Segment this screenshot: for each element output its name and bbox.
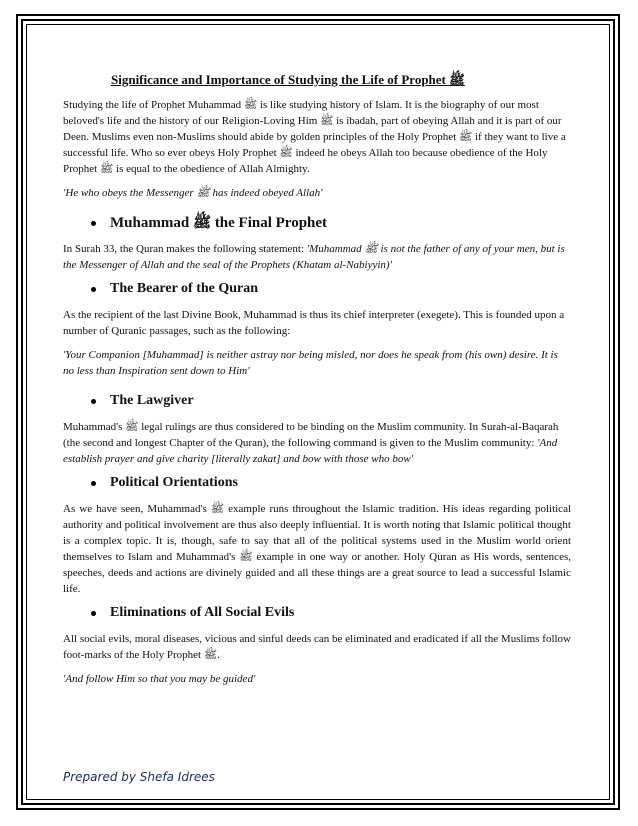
- section-heading-bearer-quran: The Bearer of the Quran: [91, 281, 571, 297]
- section-heading-political: Political Orientations: [91, 475, 571, 491]
- bullet-icon: [91, 611, 96, 616]
- intro-quote: 'He who obeys the Messenger ﷺ has indeed obeyed Allah': [63, 187, 323, 199]
- lawgiver-paragraph: Muhammad's ﷺ legal rulings are thus considered to be binding on the Muslim community. In Surah-al-Baqarah (the second and longest Chapter of the Quran), the following command is given to the Muslim community: 'And establish prayer and give charity [literally zakat] and bow with those who bow': [63, 421, 559, 465]
- section-heading-social-evils: Eliminations of All Social Evils: [91, 605, 571, 621]
- section-heading-lawgiver: The Lawgiver: [91, 393, 571, 409]
- bullet-icon: [91, 287, 96, 292]
- social-evils-quote: 'And follow Him so that you may be guided': [63, 673, 256, 685]
- document-body: [63, 72, 571, 701]
- bullet-icon: [91, 399, 96, 404]
- political-paragraph: As we have seen, Muhammad's ﷺ example runs throughout the Islamic tradition. His ideas regarding political authority and political involvement are thus also deeply influential. It is worth noting that Islamic political thought is a complex topic. It is, though, safe to say that all of the political systems used in the Muslim world orient themselves to Islam and Muhammad's ﷺ example in one way or another. Holy Quran as His words, sentences, speeches, deeds and actions are divinely guided and all these things are a great source to lead a successful Islamic life.: [63, 503, 572, 595]
- intro-paragraph: Studying the life of Prophet Muhammad ﷺ is like studying history of Islam. It is the biography of our most beloved's life and the history of our Religion-Loving Him ﷺ is ibadah, part of obeying Allah and it is part of our Deen. Muslims even non-Muslims should abide by golden principles of the Holy Prophet ﷺ if they want to live a successful life. Who so ever obeys Holy Prophet ﷺ indeed he obeys Allah too because obedience of the Holy Prophet ﷺ is equal to the obedience of Allah Almighty.: [63, 99, 566, 175]
- bullet-icon: [91, 481, 96, 486]
- bullet-icon: [91, 221, 96, 226]
- bearer-quran-quote: 'Your Companion [Muhammad] is neither astray nor being misled, nor does he speak from (his own) desire. It is no less than Inspiration sent down to Him': [63, 349, 558, 377]
- final-prophet-paragraph: In Surah 33, the Quran makes the following statement: 'Muhammad ﷺ is not the father of any of your men, but is the Messenger of Allah and the seal of the Prophets (Khatam al-Nabiyyin)': [63, 243, 565, 271]
- bearer-quran-paragraph: As the recipient of the last Divine Book, Muhammad is thus its chief interpreter (exegete). This is founded upon a number of Quranic passages, such as the following:: [63, 309, 565, 337]
- document-title: Significance and Importance of Studying the Life of Prophet ﷺ: [111, 72, 465, 87]
- footer-credit: Prepared by Shefa Idrees: [63, 770, 215, 784]
- section-heading-final-prophet: Muhammad ﷺ the Final Prophet: [91, 215, 571, 231]
- social-evils-paragraph: All social evils, moral diseases, vicious and sinful deeds can be eliminated and eradicated if all the Muslims follow foot-marks of the Holy Prophet ﷺ.: [63, 633, 571, 661]
